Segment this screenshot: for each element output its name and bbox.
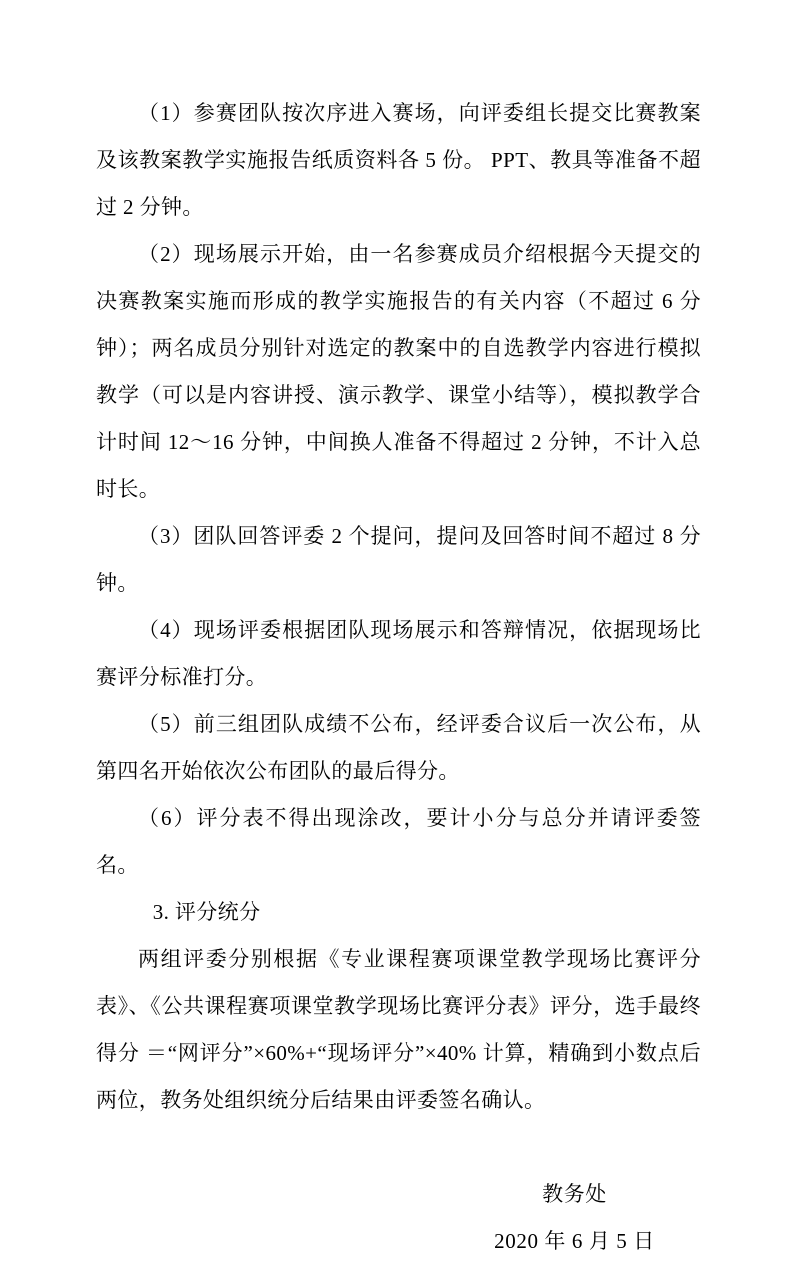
blank-line [96,1124,701,1171]
paragraph-rule-6: （6）评分表不得出现涂改，要计小分与总分并请评委签名。 [96,806,701,877]
paragraph-scoring-detail: 两组评委分别根据《专业课程赛项课堂教学现场比赛评分表》、《公共课程赛项课堂教学现场比赛评分表》评分，选手最终得分 ＝“网评分”×60%+“现场评分”×40% 计算，精确到小数点后两位，教务处组织统分后结果由评委签名确认。 [96,947,701,1112]
paragraph-rule-4: （4）现场评委根据团队现场展示和答辩情况，依据现场比赛评分标准打分。 [96,618,701,689]
paragraph-rule-3: （3）团队回答评委 2 个提问，提问及回答时间不超过 8 分钟。 [96,524,701,595]
signature-date: 2020 年 6 月 5 日 [494,1229,655,1253]
paragraph-rule-2: （2）现场展示开始，由一名参赛成员介绍根据今天提交的决赛教案实施而形成的教学实施报告的有关内容（不超过 6 分钟）；两名成员分别针对选定的教案中的自选教学内容进行模拟教学（可以是内容讲授、演示教学、课堂小结等），模拟教学合计时间 12～16 分钟，中间换人准备不得超过 2 分钟，不计入总时长。 [96,242,701,501]
signature-department: 教务处 [542,1182,607,1206]
paragraph-rule-1: （1）参赛团队按次序进入赛场，向评委组长提交比赛教案及该教案教学实施报告纸质资料各 5 份。 PPT、教具等准备不超过 2 分钟。 [96,101,701,219]
paragraph-rule-5: （5）前三组团队成绩不公布，经评委合议后一次公布，从第四名开始依次公布团队的最后得分。 [96,712,701,783]
section-heading-scoring: 3. 评分统分 [152,900,261,924]
